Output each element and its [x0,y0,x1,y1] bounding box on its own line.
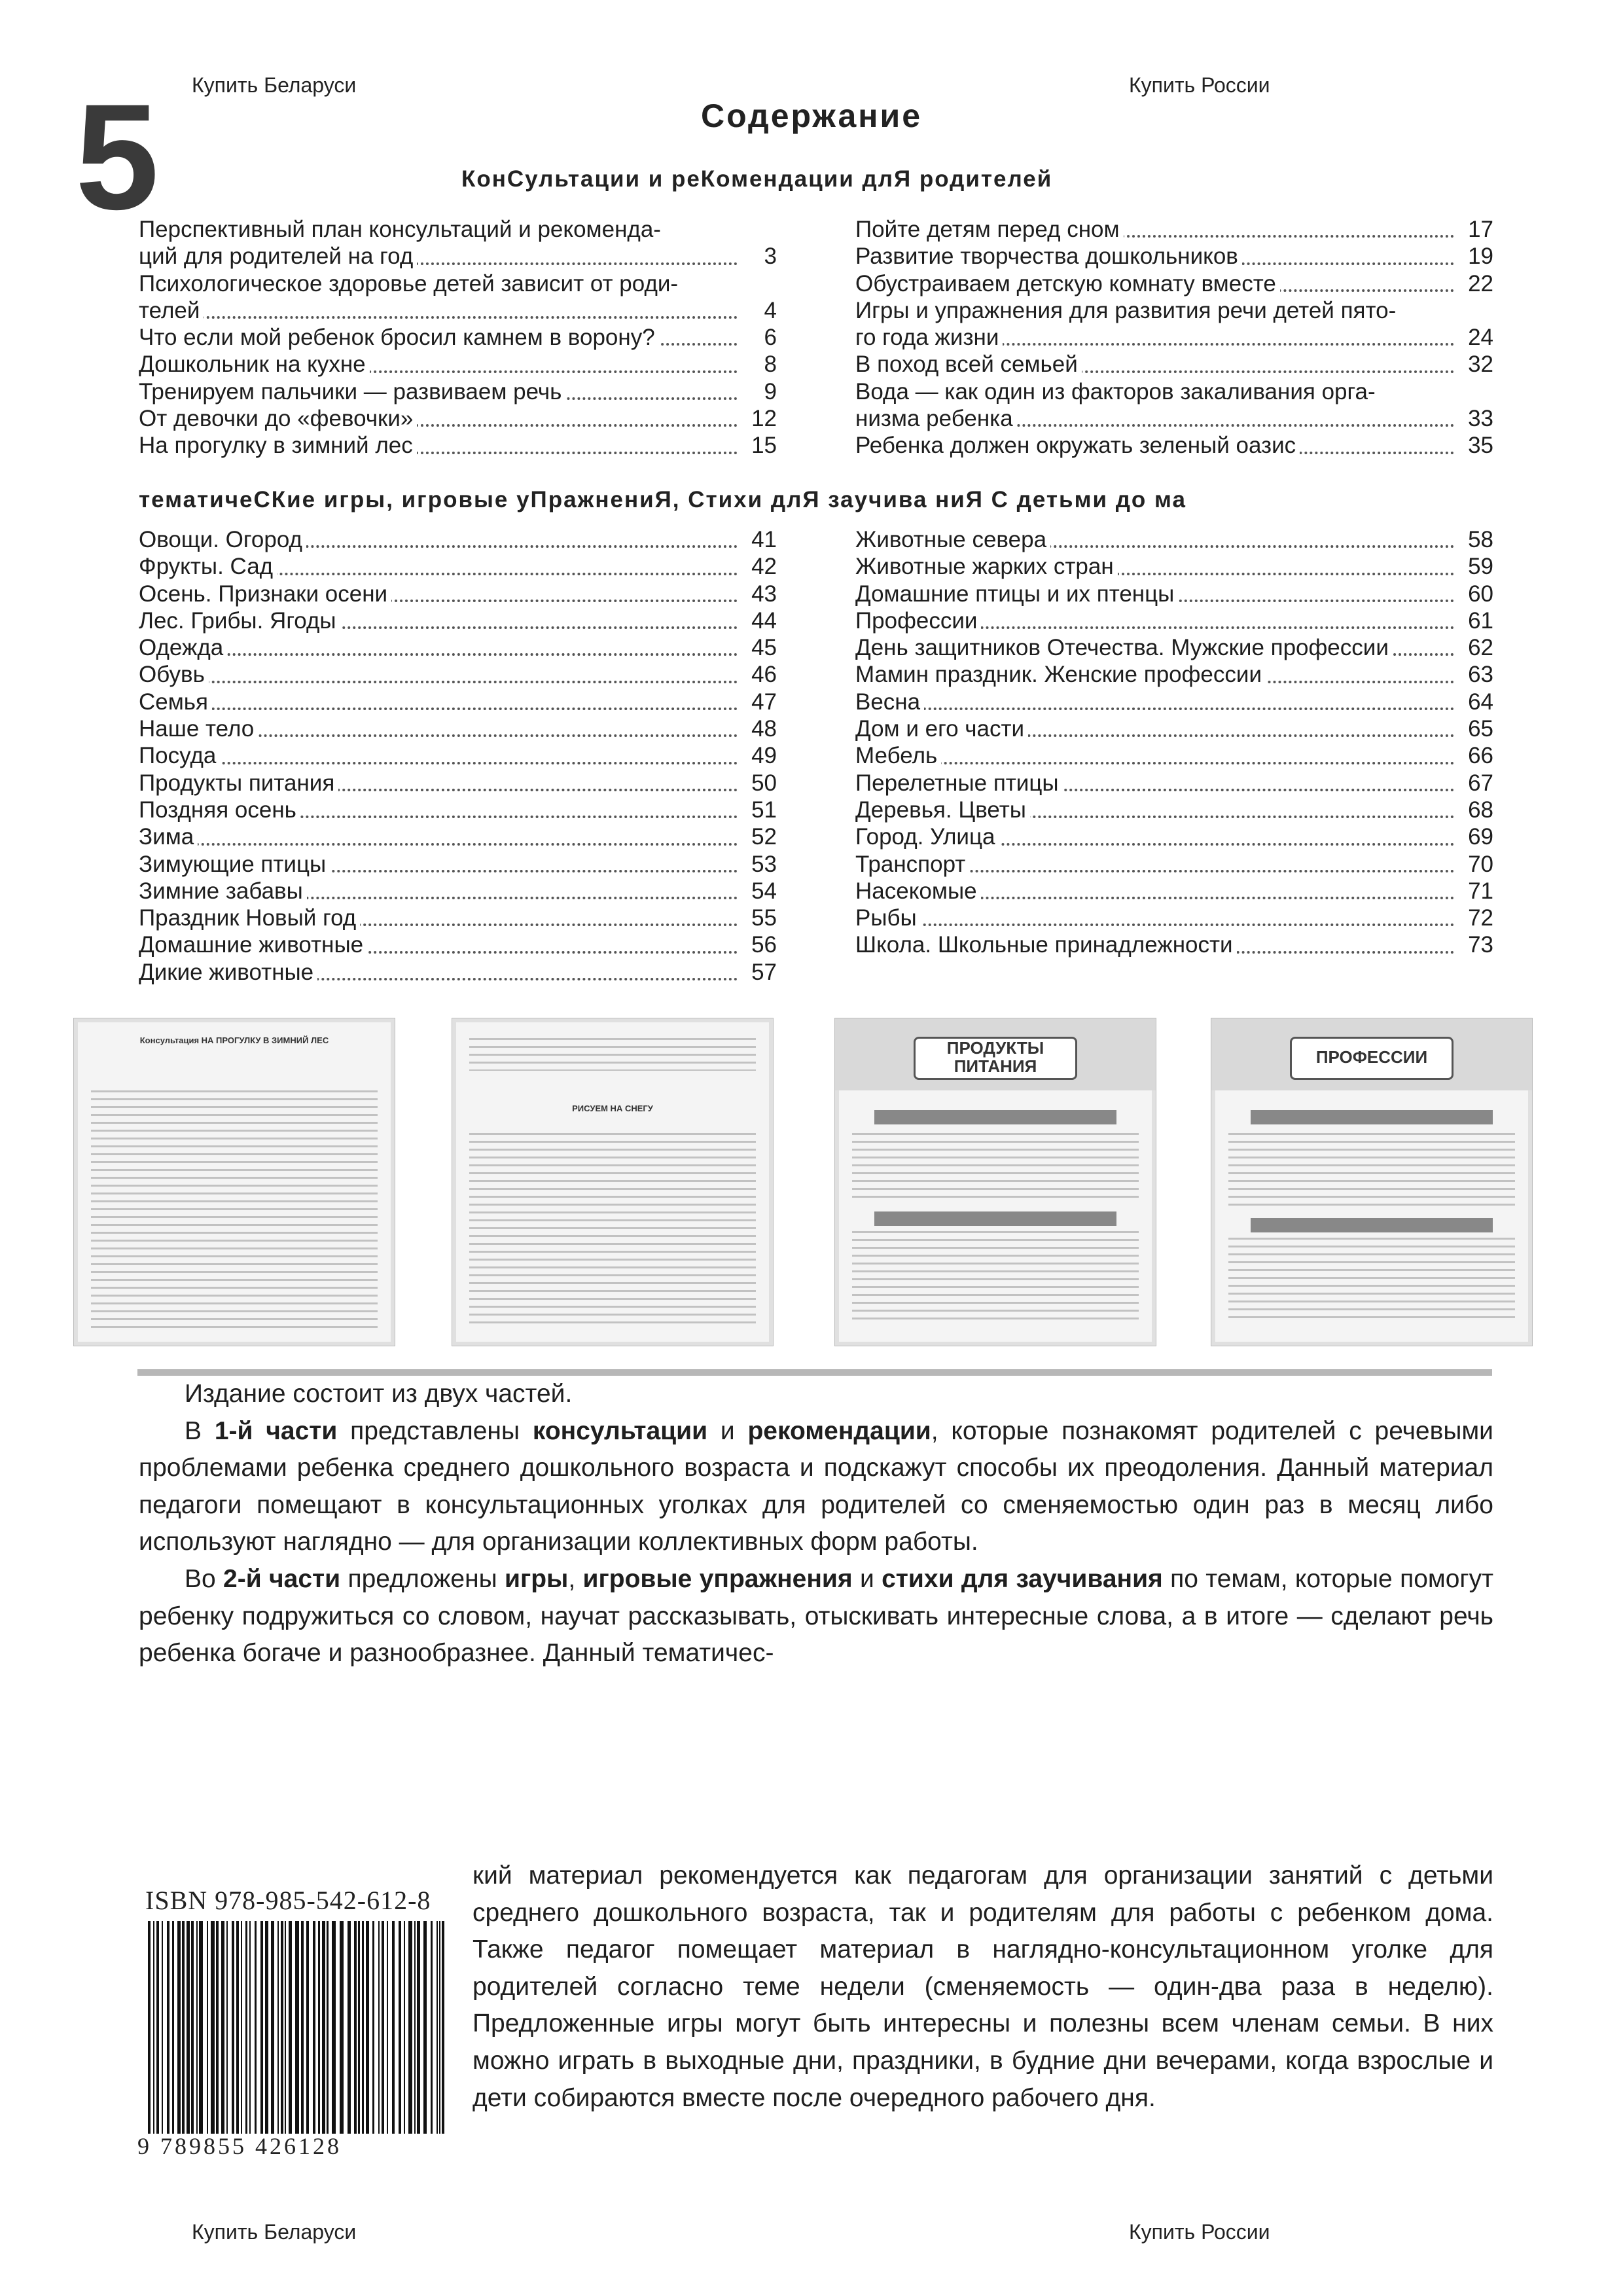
toc-entry-title: Фрукты. Сад [139,554,277,579]
toc-entry-title: Домашние животные [139,932,367,958]
header-right-text: Купить России [1129,73,1270,97]
toc-entry [139,715,777,742]
sample-page-3-heading: ПРОДУКТЫ ПИТАНИЯ [914,1037,1077,1080]
toc-entry-page: 70 [1463,851,1493,878]
toc-entry-title: Продукты питания [139,770,338,796]
toc-entry-title: Развитие творчества дошкольников [855,243,1242,269]
toc-entry-title: Рыбы [855,905,921,931]
toc-entry-page: 33 [1463,405,1493,432]
toc-entry-page: 32 [1463,351,1493,378]
toc-entry [855,634,1493,661]
toc-entry-page: 8 [759,351,777,378]
toc-entry [139,378,777,405]
toc-entry-title-line1: Психологическое здоровье детей зависит от роди- [139,270,679,296]
toc-entry-page: 50 [746,770,777,797]
toc-entry-title: Школа. Школьные принадлежности [855,932,1237,958]
barcode-icon [145,1921,453,2134]
toc-entry-title: Домашние птицы и их птенцы [855,581,1178,607]
toc-entry [139,432,777,459]
toc-entry-title: Осень. Признаки осени [139,581,391,607]
section1-heading: КонСультации и реКомендации длЯ родителей [461,166,1053,192]
header-left-text: Купить Беларуси [192,73,357,97]
toc-entry-page: 71 [1463,878,1493,905]
toc-entry-title: Тренируем пальчики — развиваем речь [139,379,565,404]
toc-entry-title: Одежда [139,635,227,660]
toc-entry-page: 41 [746,526,777,553]
toc-entry [139,797,777,823]
toc-entry-title: Транспорт [855,852,969,877]
toc-entry-title: В поход всей семьей [855,351,1082,377]
toc-entry-page: 47 [746,689,777,715]
toc-entry [139,607,777,634]
toc-entry-page: 66 [1463,742,1493,769]
toc-entry-page: 57 [746,959,777,986]
sample-page-4 [1211,1018,1533,1346]
toc-entry [855,270,1493,297]
toc-entry [139,526,777,553]
toc-entry-page: 64 [1463,689,1493,715]
toc-entry [855,931,1493,958]
toc-entry [855,851,1493,878]
toc-entry-title: Обувь [139,662,209,687]
toc-entry [139,553,777,580]
toc-entry-title: Наше тело [139,716,258,742]
toc-entry-title: Пойте детям перед сном [855,217,1124,242]
toc-entry-title: Животные севера [855,527,1050,552]
footer-left-text: Купить Беларуси [192,2220,357,2244]
toc-entry-title: Лес. Грибы. Ягоды [139,608,340,634]
toc-entry-title: го года жизни [855,325,1003,350]
toc-entry-title: Ребенка должен окружать зеленый оазис [855,433,1300,458]
toc-entry [139,931,777,958]
toc-entry-title: Весна [855,689,924,715]
toc-entry-page: 62 [1463,634,1493,661]
barcode-digits: 9 789855 426128 [137,2133,342,2159]
toc-entry [855,905,1493,931]
toc-entry-title: телей [139,298,204,323]
toc-entry [855,742,1493,769]
toc-entry-title: Зимние забавы [139,878,307,904]
toc-entry-title: Что если мой ребенок бросил камнем в ворону? [139,325,659,350]
toc-entry [855,878,1493,905]
toc-entry-page: 54 [746,878,777,905]
toc-entry [139,878,777,905]
toc-entry-page: 43 [746,581,777,607]
toc-entry-title: Посуда [139,743,220,768]
toc-entry-page: 51 [746,797,777,823]
toc-entry-page: 19 [1463,243,1493,270]
isbn-label: ISBN 978-985-542-612-8 [145,1886,431,1915]
description-p3: Во 2-й части предложены игры, игровые упражнения и стихи для заучивания по темам, которые помогут ребенку подружиться со словом, научат рассказывать, отыскивать интересные слова, а в итоге — сделают речь ребенка богаче и разнообразнее. Данный тематичес- [139,1564,1493,1668]
description-full [139,1376,1493,1672]
toc-entry-title: День защитников Отечества. Мужские профессии [855,635,1393,660]
toc-entry-page: 55 [746,905,777,931]
toc-entry [139,351,777,378]
toc-entry-page: 58 [1463,526,1493,553]
toc-entry-page: 35 [1463,432,1493,459]
toc-entry-page: 60 [1463,581,1493,607]
toc-entry-title: Профессии [855,608,981,634]
toc-entry-title-line1: Вода — как один из факторов закаливания орга- [855,378,1376,404]
toc-entry [139,270,777,325]
toc-entry [855,689,1493,715]
toc-entry [139,905,777,931]
section1-toc-left [139,216,777,459]
toc-entry-title: Обустраиваем детскую комнату вместе [855,271,1280,296]
toc-entry-page: 56 [746,931,777,958]
sample-page-1-heading: Консультация НА ПРОГУЛКУ В ЗИМНИЙ ЛЕС [139,1035,329,1045]
toc-entry-page: 49 [746,742,777,769]
toc-entry-title-line1: Перспективный план консультаций и рекоменда- [139,217,661,242]
sample-page-3 [834,1018,1156,1346]
toc-entry [139,324,777,351]
toc-entry-title: Насекомые [855,878,981,904]
section2-toc-left [139,526,777,986]
toc-entry [855,715,1493,742]
toc-entry-page: 73 [1463,931,1493,958]
toc-entry-page: 72 [1463,905,1493,931]
toc-entry-page: 15 [746,432,777,459]
toc-entry-title: Город. Улица [855,824,999,850]
toc-entry-page: 24 [1463,324,1493,351]
toc-entry-title: Мебель [855,743,941,768]
toc-entry [855,216,1493,243]
toc-entry-page: 63 [1463,661,1493,688]
toc-entry-page: 3 [759,243,777,270]
toc-entry-page: 48 [746,715,777,742]
toc-entry-page: 53 [746,851,777,878]
toc-entry [855,432,1493,459]
toc-entry-title: Зимующие птицы [139,852,330,877]
toc-entry-title: Мамин праздник. Женские профессии [855,662,1266,687]
toc-entry-page: 61 [1463,607,1493,634]
toc-entry-title: Овощи. Огород [139,527,306,552]
toc-entry-page: 69 [1463,823,1493,850]
toc-entry-page: 68 [1463,797,1493,823]
description-p4: кий материал рекомендуется как педагогам для организации занятий с детьми среднего дошкольного возраста, так и родителям для работы с ребенком дома. Также педагог помещает материал в наглядно-консультационном уголке для родителей согласно теме недели (сменяемость — один-два раза в неделю). Предложенные игры могут быть интересны и полезны всем членам семьи. В них можно играть в выходные дни, праздники, в будние дни вечерами, когда взрослые и дети собираются вместе после очередного рабочего дня. [473,1861,1493,2112]
toc-entry [855,607,1493,634]
toc-entry-title: Зима [139,824,198,850]
toc-entry [139,634,777,661]
toc-entry [139,581,777,607]
toc-entry-title: низма ребенка [855,406,1017,431]
toc-entry [139,959,777,986]
divider [137,1369,1492,1376]
toc-entry-page: 9 [759,378,777,405]
toc-entry-page: 45 [746,634,777,661]
toc-entry-page: 52 [746,823,777,850]
sample-page-4-heading: ПРОФЕССИИ [1290,1037,1454,1080]
section2-heading: тематичеСКие игры, игровые уПражнениЯ, Стихи длЯ заучива ниЯ С детьми до ма [139,487,1186,512]
toc-entry-title: Праздник Новый год [139,905,360,931]
toc-entry-page: 22 [1463,270,1493,297]
toc-entry-title: Дикие животные [139,960,317,985]
page-title: Содержание [700,98,923,134]
toc-entry-page: 67 [1463,770,1493,797]
toc-entry [139,216,777,270]
toc-entry-page: 6 [759,324,777,351]
toc-entry-title: Перелетные птицы [855,770,1063,796]
toc-entry-page: 46 [746,661,777,688]
toc-entry-title: Дом и его части [855,716,1028,742]
toc-entry [855,243,1493,270]
section2-toc-right [855,526,1493,959]
toc-entry [855,770,1493,797]
toc-entry [139,689,777,715]
toc-entry-page: 42 [746,553,777,580]
toc-entry [855,526,1493,553]
toc-entry [855,351,1493,378]
toc-entry [139,851,777,878]
toc-entry [139,742,777,769]
sample-page-1 [73,1018,395,1346]
toc-entry [855,797,1493,823]
grade-number: 5 [75,73,159,241]
toc-entry-page: 44 [746,607,777,634]
toc-entry [139,823,777,850]
toc-entry-title: Поздняя осень [139,797,300,823]
toc-entry-title-line1: Игры и упражнения для развития речи детей пято- [855,297,1397,323]
section1-toc-right [855,216,1493,459]
description-p1: Издание состоит из двух частей. [185,1380,573,1408]
toc-entry-title: Дошкольник на кухне [139,351,370,377]
toc-entry-page: 17 [1463,216,1493,243]
toc-entry-page: 59 [1463,553,1493,580]
toc-entry-page: 12 [746,405,777,432]
toc-entry [855,823,1493,850]
toc-entry-title: ций для родителей на год [139,243,417,269]
toc-entry-title: Семья [139,689,212,715]
toc-entry [139,661,777,688]
toc-entry-title: Животные жарких стран [855,554,1118,579]
toc-entry-title: Деревья. Цветы [855,797,1030,823]
toc-entry-title: От девочки до «февочки» [139,406,417,431]
footer-right-text: Купить России [1129,2220,1270,2244]
toc-entry-page: 65 [1463,715,1493,742]
sample-page-2 [452,1018,774,1346]
toc-entry-page: 4 [759,297,777,324]
toc-entry-title: На прогулку в зимний лес [139,433,417,458]
toc-entry [855,297,1493,351]
toc-entry [855,553,1493,580]
toc-entry [139,405,777,432]
toc-entry [855,378,1493,433]
toc-entry [855,661,1493,688]
description-p2: В 1-й части представлены консультации и рекомендации, которые познакомят родителей с речевыми проблемами ребенка среднего дошкольного возраста и подскажут способы их преодоления. Данный материал педагоги помещают в консультационных уголках для родителей со сменяемостью один раз в месяц либо используют наглядно — для организации коллективных форм работы. [139,1416,1493,1556]
sample-page-2-heading: РИСУЕМ НА СНЕГУ [572,1103,653,1113]
toc-entry [139,770,777,797]
toc-entry [855,581,1493,607]
